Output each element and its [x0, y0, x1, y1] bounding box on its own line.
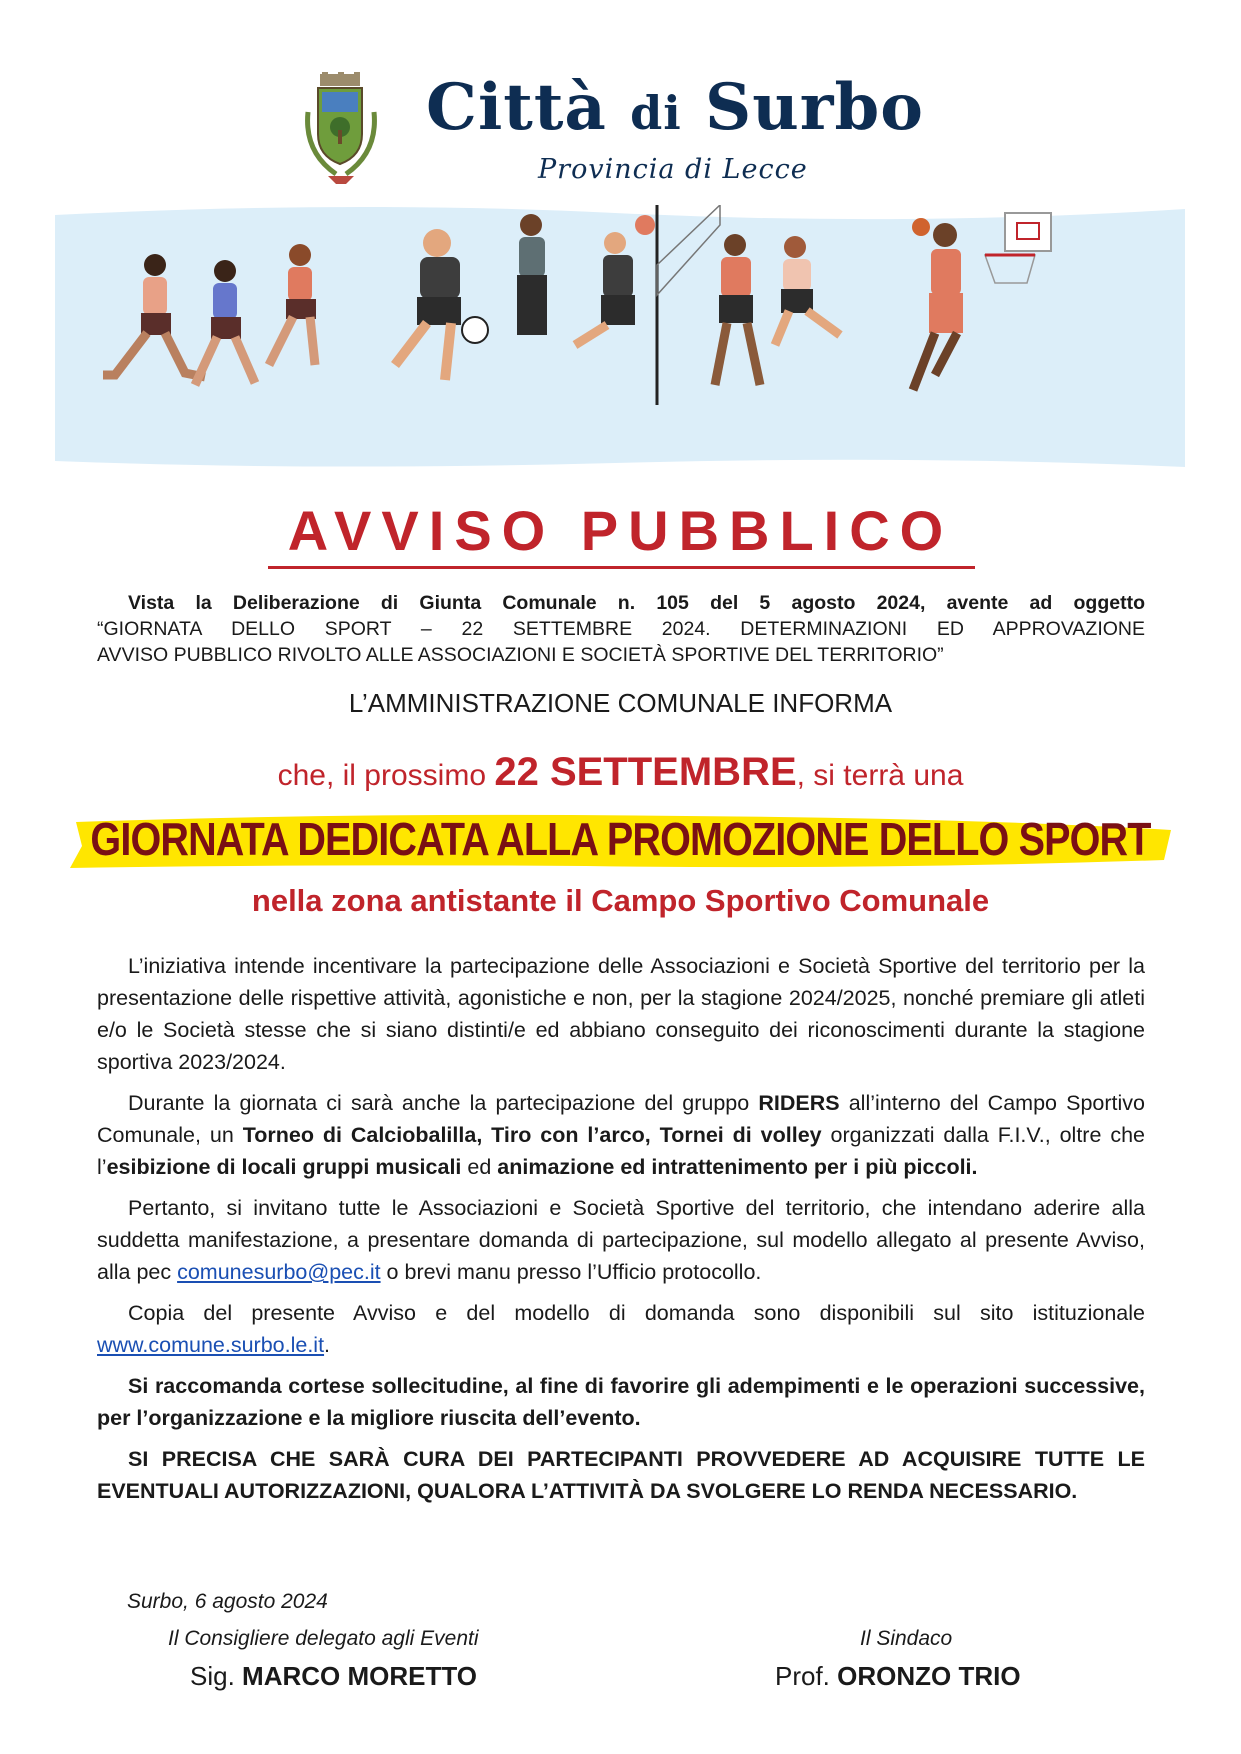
city-title-name: Surbo [705, 70, 924, 145]
mayor-title: Prof. [775, 1661, 838, 1691]
city-title-prefix: Città [426, 70, 607, 145]
p2-riders: RIDERS [758, 1091, 840, 1115]
p4-text-a: Copia del presente Avviso e del modello di domanda sono disponibili sul sito istituzionale [128, 1301, 1145, 1325]
place-date: Surbo, 6 agosto 2024 [127, 1590, 328, 1613]
sports-banner-illustration [55, 205, 1185, 467]
announcement-date: 22 SETTEMBRE [494, 750, 797, 794]
p2-tournaments: Torneo di Calciobalilla, Tiro con l’arco, Tornei di volley [242, 1123, 822, 1147]
p4-text-b: . [324, 1333, 331, 1357]
mayor-fullname: ORONZO TRIO [837, 1661, 1021, 1691]
p2-text-d: ed [461, 1155, 498, 1179]
body-paragraph-1: L’iniziativa intende incentivare la partecipazione delle Associazioni e Società Sportive del territorio per la presentazione delle rispettive attività, agonistiche e non, per la stagione 2024/2025, nonché premiare gli atleti e/o le Società stesse che si siano distinti/e ed abbiano conseguito dei riconoscimenti durante la stagione sportiva 2023/2024. [97, 954, 1145, 1074]
document-title: AVVISO PUBBLICO [287, 499, 954, 562]
intro-line-2: “GIORNATA DELLO SPORT – 22 SETTEMBRE 2024. DETERMINAZIONI ED APPROVAZIONE [97, 618, 1145, 640]
p2-text-a: Durante la giornata ci sarà anche la partecipazione del gruppo [128, 1091, 759, 1115]
body-paragraph-2 [97, 1087, 1145, 1183]
councillor-name [190, 1661, 477, 1692]
title-underline [268, 566, 975, 569]
body-paragraph-5: Si raccomanda cortese sollecitudine, al fine di favorire gli adempimenti e le operazioni successive, per l’organizzazione e la migliore riuscita dell’evento. [97, 1374, 1145, 1430]
body-paragraph-4 [97, 1297, 1145, 1361]
mayor-name [775, 1661, 1021, 1692]
website-link[interactable]: www.comune.surbo.le.it [97, 1333, 325, 1357]
councillor-title: Sig. [190, 1661, 243, 1691]
notice-body [97, 950, 1145, 1516]
p2-music: esibizione di locali gruppi musicali [106, 1155, 462, 1179]
councillor-fullname: MARCO MORETTO [242, 1661, 477, 1691]
city-crest-icon [300, 72, 382, 187]
event-location: nella zona antistante il Campo Sportivo Comunale [251, 883, 990, 918]
intro-lead: Vista la Deliberazione di Giunta Comunale n. 105 del 5 agosto 2024, avente ad oggetto [128, 592, 1145, 614]
councillor-role: Il Consigliere delegato agli Eventi [168, 1627, 479, 1650]
body-paragraph-3 [97, 1192, 1145, 1288]
deliberation-intro [97, 590, 1145, 668]
mayor-role: Il Sindaco [860, 1627, 953, 1650]
announcement-line [0, 750, 1241, 795]
p3-text-b: o brevi manu presso l’Ufficio protocollo. [380, 1260, 762, 1284]
intro-line-3: AVVISO PUBBLICO RIVOLTO ALLE ASSOCIAZIONI E SOCIETÀ SPORTIVE DEL TERRITORIO” [97, 644, 944, 666]
province-subtitle: Provincia di Lecce [538, 154, 808, 185]
pec-email-link[interactable]: comunesurbo@pec.it [177, 1260, 381, 1284]
p3-text-a: Pertanto, si invitano tutte le Associazioni e Società Sportive del territorio, che intendano aderire alla suddetta manifestazione, a presentare domanda di partecipazione, sul modello allegato al presente Avviso, alla pec [97, 1196, 1145, 1284]
city-title [426, 70, 924, 145]
page-header [0, 62, 1241, 192]
informa-heading: L’AMMINISTRAZIONE COMUNALE INFORMA [348, 688, 893, 718]
city-title-di: di [630, 86, 682, 140]
event-headline: GIORNATA DEDICATA ALLA PROMOZIONE DELLO SPORT [90, 813, 1151, 865]
p2-entertainment: animazione ed intrattenimento per i più piccoli. [497, 1155, 978, 1179]
announcement-post: , si terrà una [796, 759, 964, 792]
p2-text-b: all’interno del Campo Sportivo Comunale, un [97, 1091, 1145, 1147]
p2-text-c: organizzati dalla F.I.V., oltre che l’ [97, 1123, 1145, 1179]
announcement-pre: che, il prossimo [277, 759, 495, 792]
body-paragraph-6: SI PRECISA CHE SARÀ CURA DEI PARTECIPANTI PROVVEDERE AD ACQUISIRE TUTTE LE EVENTUALI AUTORIZZAZIONI, QUALORA L’ATTIVITÀ DA SVOLGERE LO RENDA NECESSARIO. [97, 1447, 1145, 1503]
